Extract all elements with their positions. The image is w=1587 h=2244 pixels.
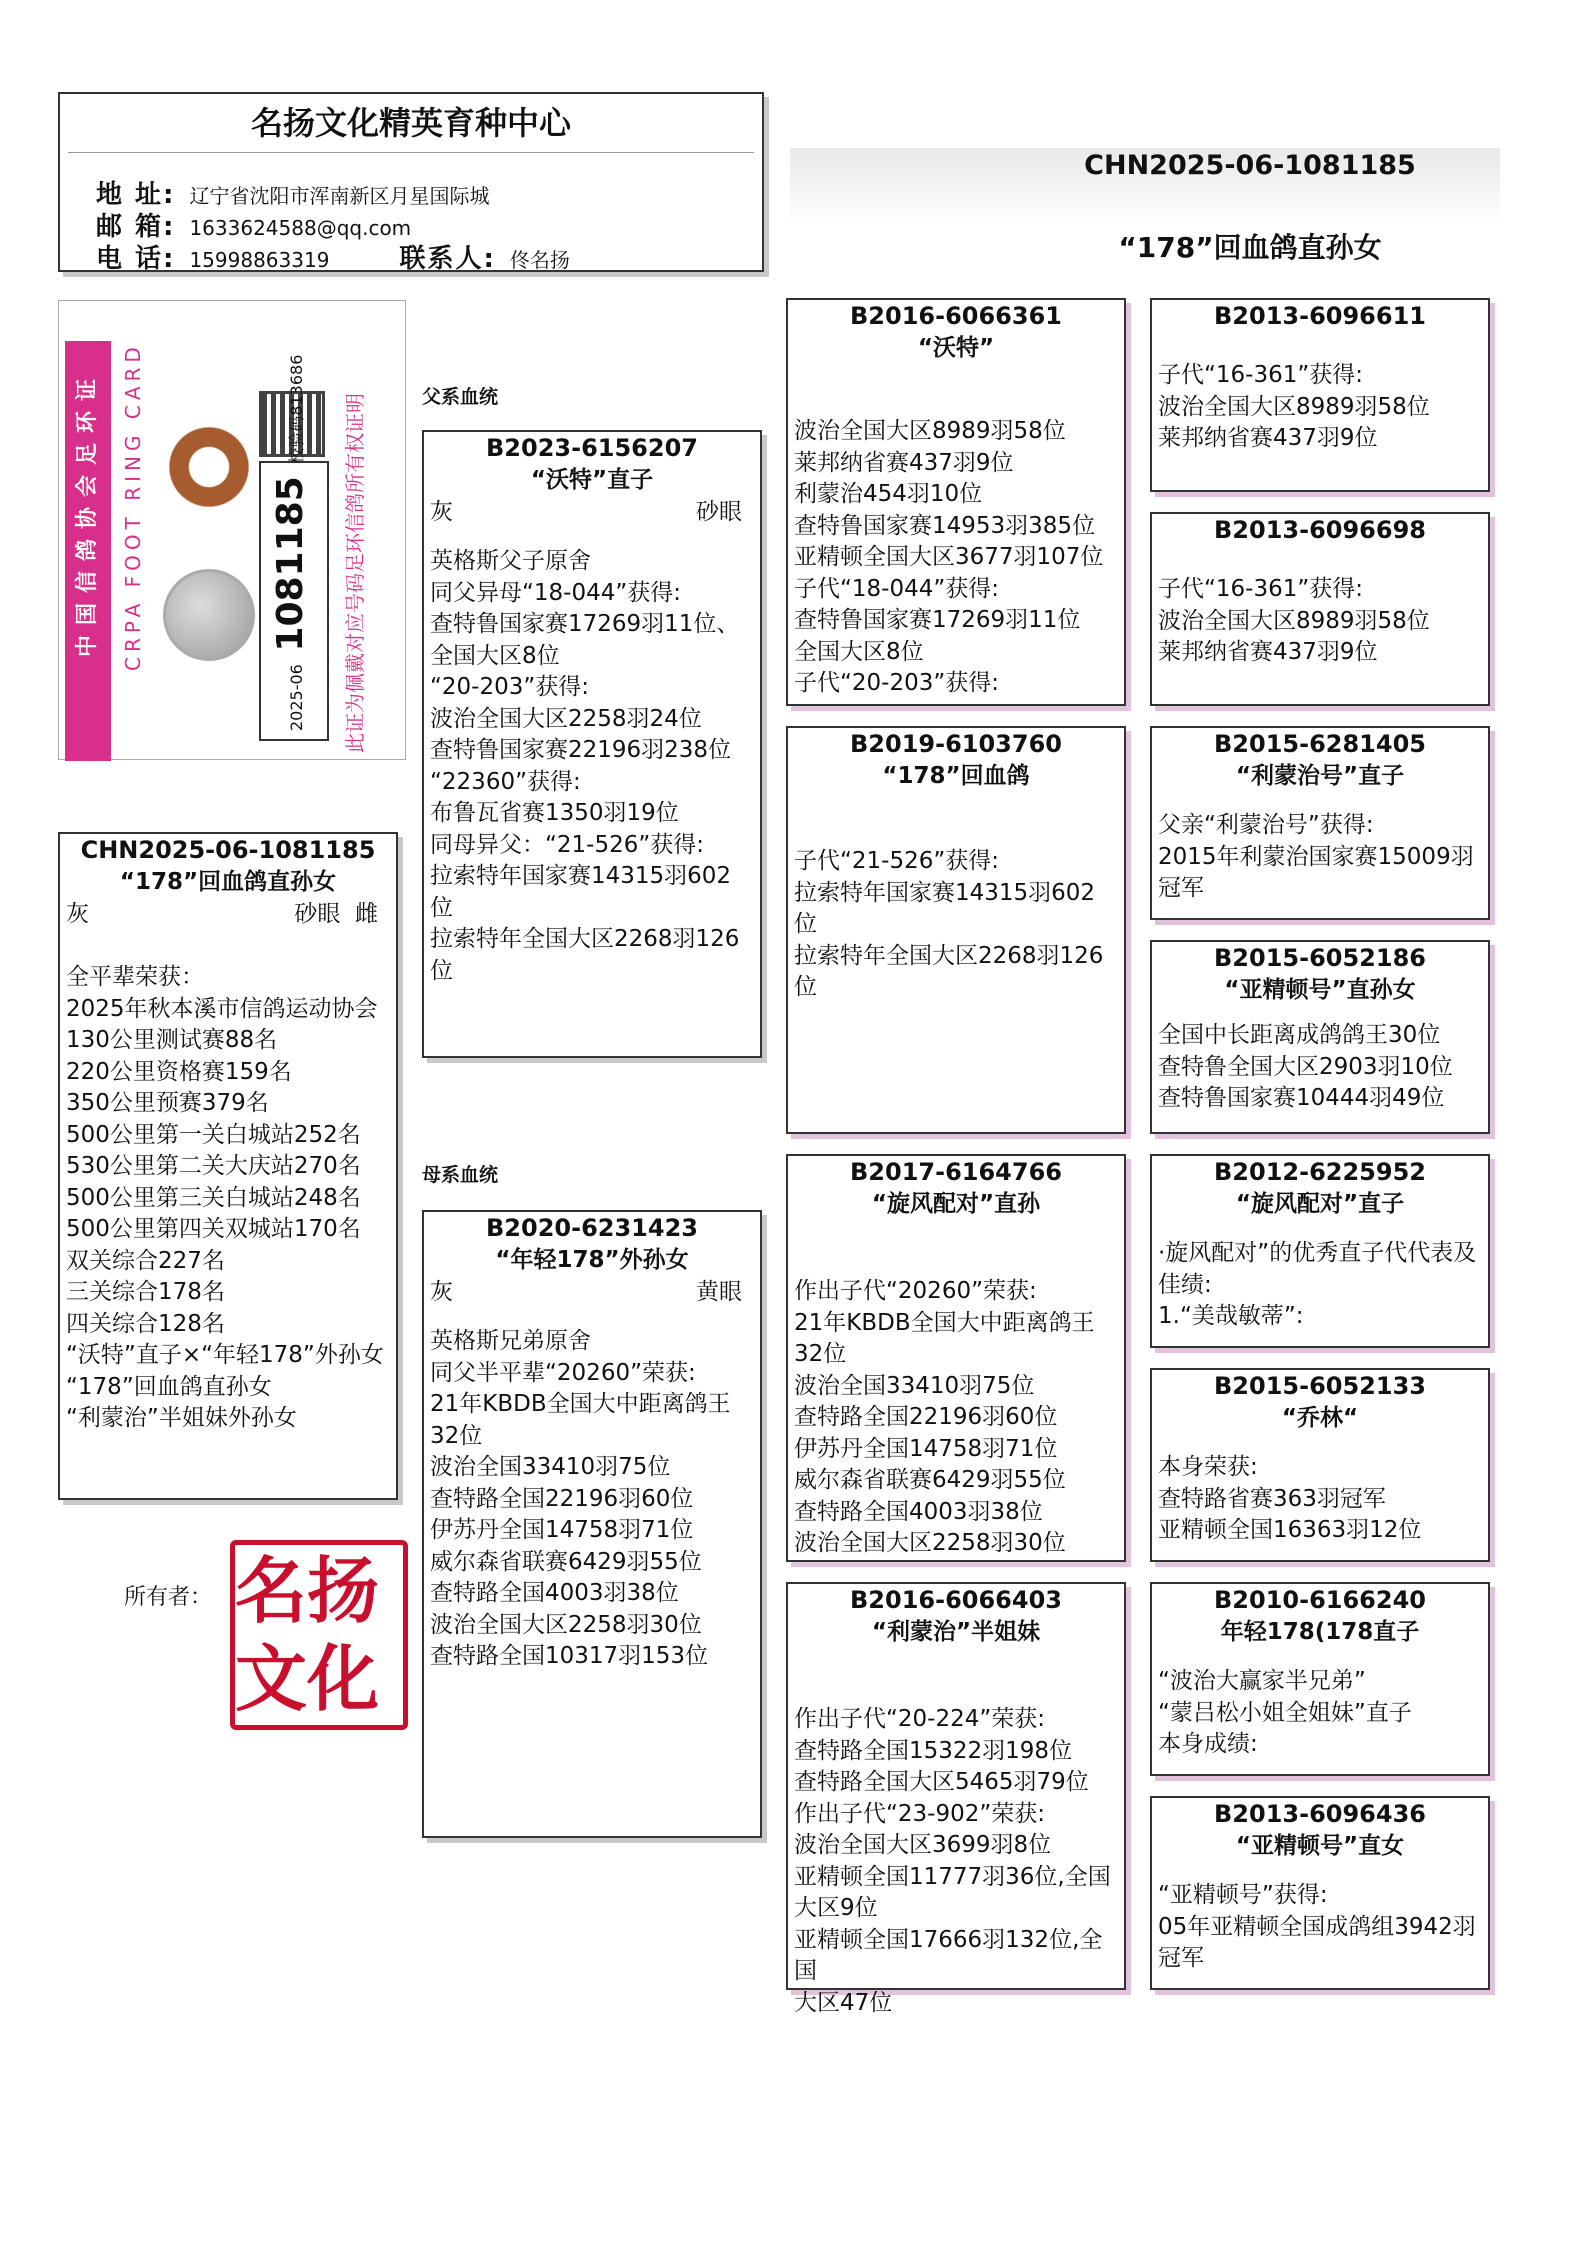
phone-label: 电 话: (96, 244, 176, 274)
ggp-3-number: B2015-6281405 (1214, 730, 1426, 758)
ggp-6-name: “乔林“ (1281, 1405, 1359, 1431)
ggp-4-name: “亚精顿号”直孙女 (1224, 977, 1416, 1003)
ggp-8-number: B2013-6096436 (1214, 1800, 1426, 1828)
sire-section-label: 父系血统 (422, 386, 499, 408)
ggp-6-number: B2015-6052133 (1214, 1372, 1426, 1400)
subject-eye: 砂眼 (294, 901, 341, 927)
ggp-3-name: “利蒙治号”直子 (1235, 763, 1405, 789)
breeder-info-box (58, 92, 764, 272)
gp-dd-name: “利蒙治”半姐妹 (871, 1619, 1041, 1645)
sire-number: B2023-6156207 (486, 434, 698, 462)
granddam-dam-box (786, 1582, 1126, 2016)
ggp-6-notes: 本身荣获: 查特路省赛363羽冠军 亚精顿全国16363羽12位 (1158, 1454, 1422, 1543)
gp-ss-notes: 波治全国大区8989羽58位 莱邦纳省赛437羽9位 利蒙治454羽10位 查特鲁国家赛14953羽385位 亚精顿全国大区3677羽107位 子代“18-044”获得: 查特鲁国家赛17269羽11位 全国大区8位 子代“20-203”获得: (794, 418, 1104, 696)
dam-color: 灰 (430, 1279, 453, 1305)
address-value: 辽宁省沈阳市浑南新区月星国际城 (189, 184, 490, 208)
crpa-logo-icon (163, 421, 255, 513)
sire-name: “沃特”直子 (530, 467, 654, 493)
ggp-box-6 (1150, 1368, 1490, 1562)
ggp-box-4 (1150, 940, 1490, 1134)
subject-name: “178”回血鸽直孙女 (119, 869, 337, 895)
ggp-box-3 (1150, 726, 1490, 920)
sire-color: 灰 (430, 499, 453, 525)
ggp-3-notes: 父亲“利蒙治号”获得: 2015年利蒙治国家赛15009羽 冠军 (1158, 812, 1474, 901)
globe-logo-icon (163, 569, 255, 661)
dam-attributes (424, 1276, 760, 1308)
gp-ss-number: B2016-6066361 (850, 302, 1062, 330)
header-title: “178”回血鸽直孙女 (1118, 231, 1382, 264)
gp-sd-name: “178”回血鸽 (882, 763, 1030, 789)
ring-card (58, 300, 406, 760)
contact-label: 联系人: (399, 244, 496, 274)
ggp-4-number: B2015-6052186 (1214, 944, 1426, 972)
ggp-5-notes: ·旋风配对”的优秀直子代代表及 佳绩: 1.“美哉敏蒂”: (1158, 1240, 1477, 1329)
subject-attributes (60, 898, 396, 930)
subject-sex: 雌 (355, 901, 378, 927)
sire-notes: 英格斯父子原舍 同父异母“18-044”获得: 查特鲁国家赛17269羽11位、 全国大区8位 “20-203”获得: 波治全国大区2258羽24位 查特鲁国家赛22196羽238位 “22360”获得: 布鲁瓦省赛1350羽19位 同母异父：“21-526”获得: 拉索特年国家赛14315羽602位 拉索特年全国大区2268羽126 位 (430, 548, 740, 984)
ring-card-subtitle: CRPA FOOT RING CARD (121, 342, 145, 671)
gp-sd-number: B2019-6103760 (850, 730, 1062, 758)
gp-ds-number: B2017-6164766 (850, 1158, 1062, 1186)
ggp-5-name: “旋风配对”直子 (1235, 1191, 1405, 1217)
ring-card-serial: 1081185 (270, 476, 311, 652)
ggp-4-notes: 全国中长距离成鸽鸽王30位 查特鲁全国大区2903羽10位 查特鲁国家赛10444羽49位 (1158, 1022, 1453, 1111)
ggp-8-name: “亚精顿号”直女 (1235, 1833, 1405, 1859)
dam-name: “年轻178”外孙女 (495, 1247, 689, 1273)
breeder-name: 名扬文化精英育种中心 (68, 94, 754, 153)
gp-sd-notes: 子代“21-526”获得: 拉索特年国家赛14315羽602位 拉索特年全国大区2268羽126 位 (794, 848, 1104, 1000)
grandsire-sire-box (786, 298, 1126, 706)
ring-card-verify-code: 校验码813686 (287, 354, 306, 464)
owner-seal: 名扬文化 (230, 1540, 408, 1730)
ggp-1-notes: 子代“16-361”获得: 波治全国大区8989羽58位 莱邦纳省赛437羽9位 (1158, 362, 1430, 451)
dam-notes: 英格斯兄弟原舍 同父半平辈“20260”荣获: 21年KBDB全国大中距离鸽王 32位 波治全国33410羽75位 查特路全国22196羽60位 伊苏丹全国14758羽71位 威尔森省联赛6429羽55位 查特路全国4003羽38位 波治全国大区2258羽30位 查特路全国10317羽153位 (430, 1328, 731, 1669)
ggp-7-number: B2010-6166240 (1214, 1586, 1426, 1614)
sire-box (422, 430, 762, 1058)
subject-notes: 全平辈荣获： 2025年秋本溪市信鸽运动协会 130公里测试赛88名 220公里资格赛159名 350公里预赛379名 500公里第一关白城站252名 530公里第二关大庆站270名 500公里第三关白城站248名 500公里第四关双城站170名 双关综合227名 三关综合178名 四关综合128名 “沃特”直子×“年轻178”外孙女 “178”回血鸽直孙女 “利蒙治”半姐妹外孙女 (66, 964, 384, 1431)
dam-eye: 黄眼 (696, 1279, 742, 1305)
ring-card-title: 中国信鸽协会足环证 (75, 368, 100, 657)
ggp-8-notes: “亚精顿号”获得: 05年亚精顿全国成鸽组3942羽 冠军 (1158, 1882, 1476, 1971)
dam-section-label: 母系血统 (422, 1164, 499, 1186)
ggp-2-notes: 子代“16-361”获得: 波治全国大区8989羽58位 莱邦纳省赛437羽9位 (1158, 576, 1430, 665)
subject-number: CHN2025-06-1081185 (80, 836, 376, 864)
ggp-7-name: 年轻178(178直子 (1220, 1619, 1420, 1645)
ggp-box-8 (1150, 1796, 1490, 1990)
ggp-box-2 (1150, 512, 1490, 706)
gp-dd-number: B2016-6066403 (850, 1586, 1062, 1614)
gp-dd-notes: 作出子代“20-224”荣获: 查特路全国15322羽198位 查特路全国大区5465羽79位 作出子代“23-902”荣获: 波治全国大区3699羽8位 亚精顿全国11777羽36位,全国 大区9位 亚精顿全国17666羽132位,全国 大区47位 (794, 1706, 1111, 2016)
sire-eye: 砂眼 (696, 499, 742, 525)
phone-value: 15998863319 (189, 248, 330, 272)
ring-card-number (259, 354, 329, 741)
ggp-7-notes: “波治大赢家半兄弟” “蒙吕松小姐全姐妹”直子 本身成绩: (1158, 1668, 1412, 1757)
gp-ds-name: “旋风配对”直孙 (871, 1191, 1041, 1217)
phone-line (96, 238, 570, 275)
owner-label: 所有者： (124, 1585, 213, 1610)
ggp-box-7 (1150, 1582, 1490, 1776)
dam-number: B2020-6231423 (486, 1214, 698, 1242)
subject-eye-sex (294, 898, 378, 930)
address-label: 地 址: (96, 180, 176, 210)
ring-card-year: 2025-06 (287, 664, 306, 731)
gp-ds-notes: 作出子代“20260”荣获: 21年KBDB全国大中距离鸽王 32位 波治全国33410羽75位 查特路全国22196羽60位 伊苏丹全国14758羽71位 威尔森省联赛6429羽55位 查特路全国4003羽38位 波治全国大区2258羽30位 (794, 1278, 1095, 1556)
email-label: 邮 箱: (96, 212, 176, 242)
ggp-box-5 (1150, 1154, 1490, 1348)
contact-value: 佟名扬 (509, 248, 570, 272)
ggp-2-number: B2013-6096698 (1214, 516, 1426, 544)
subject-box (58, 832, 398, 1500)
subject-color: 灰 (66, 901, 89, 927)
ring-card-note: 此证为佩戴对应号码足环信鸽所有权证明 (343, 393, 367, 753)
ggp-box-1 (1150, 298, 1490, 492)
sire-attributes (424, 496, 760, 528)
header-ring-number: CHN2025-06-1081185 (1084, 150, 1416, 181)
email-value: 1633624588@qq.com (189, 216, 412, 240)
gp-ss-name: “沃特” (917, 335, 995, 361)
granddam-sire-box (786, 726, 1126, 1134)
ggp-1-number: B2013-6096611 (1214, 302, 1426, 330)
grandsire-dam-box (786, 1154, 1126, 1562)
ggp-5-number: B2012-6225952 (1214, 1158, 1426, 1186)
dam-box (422, 1210, 762, 1838)
